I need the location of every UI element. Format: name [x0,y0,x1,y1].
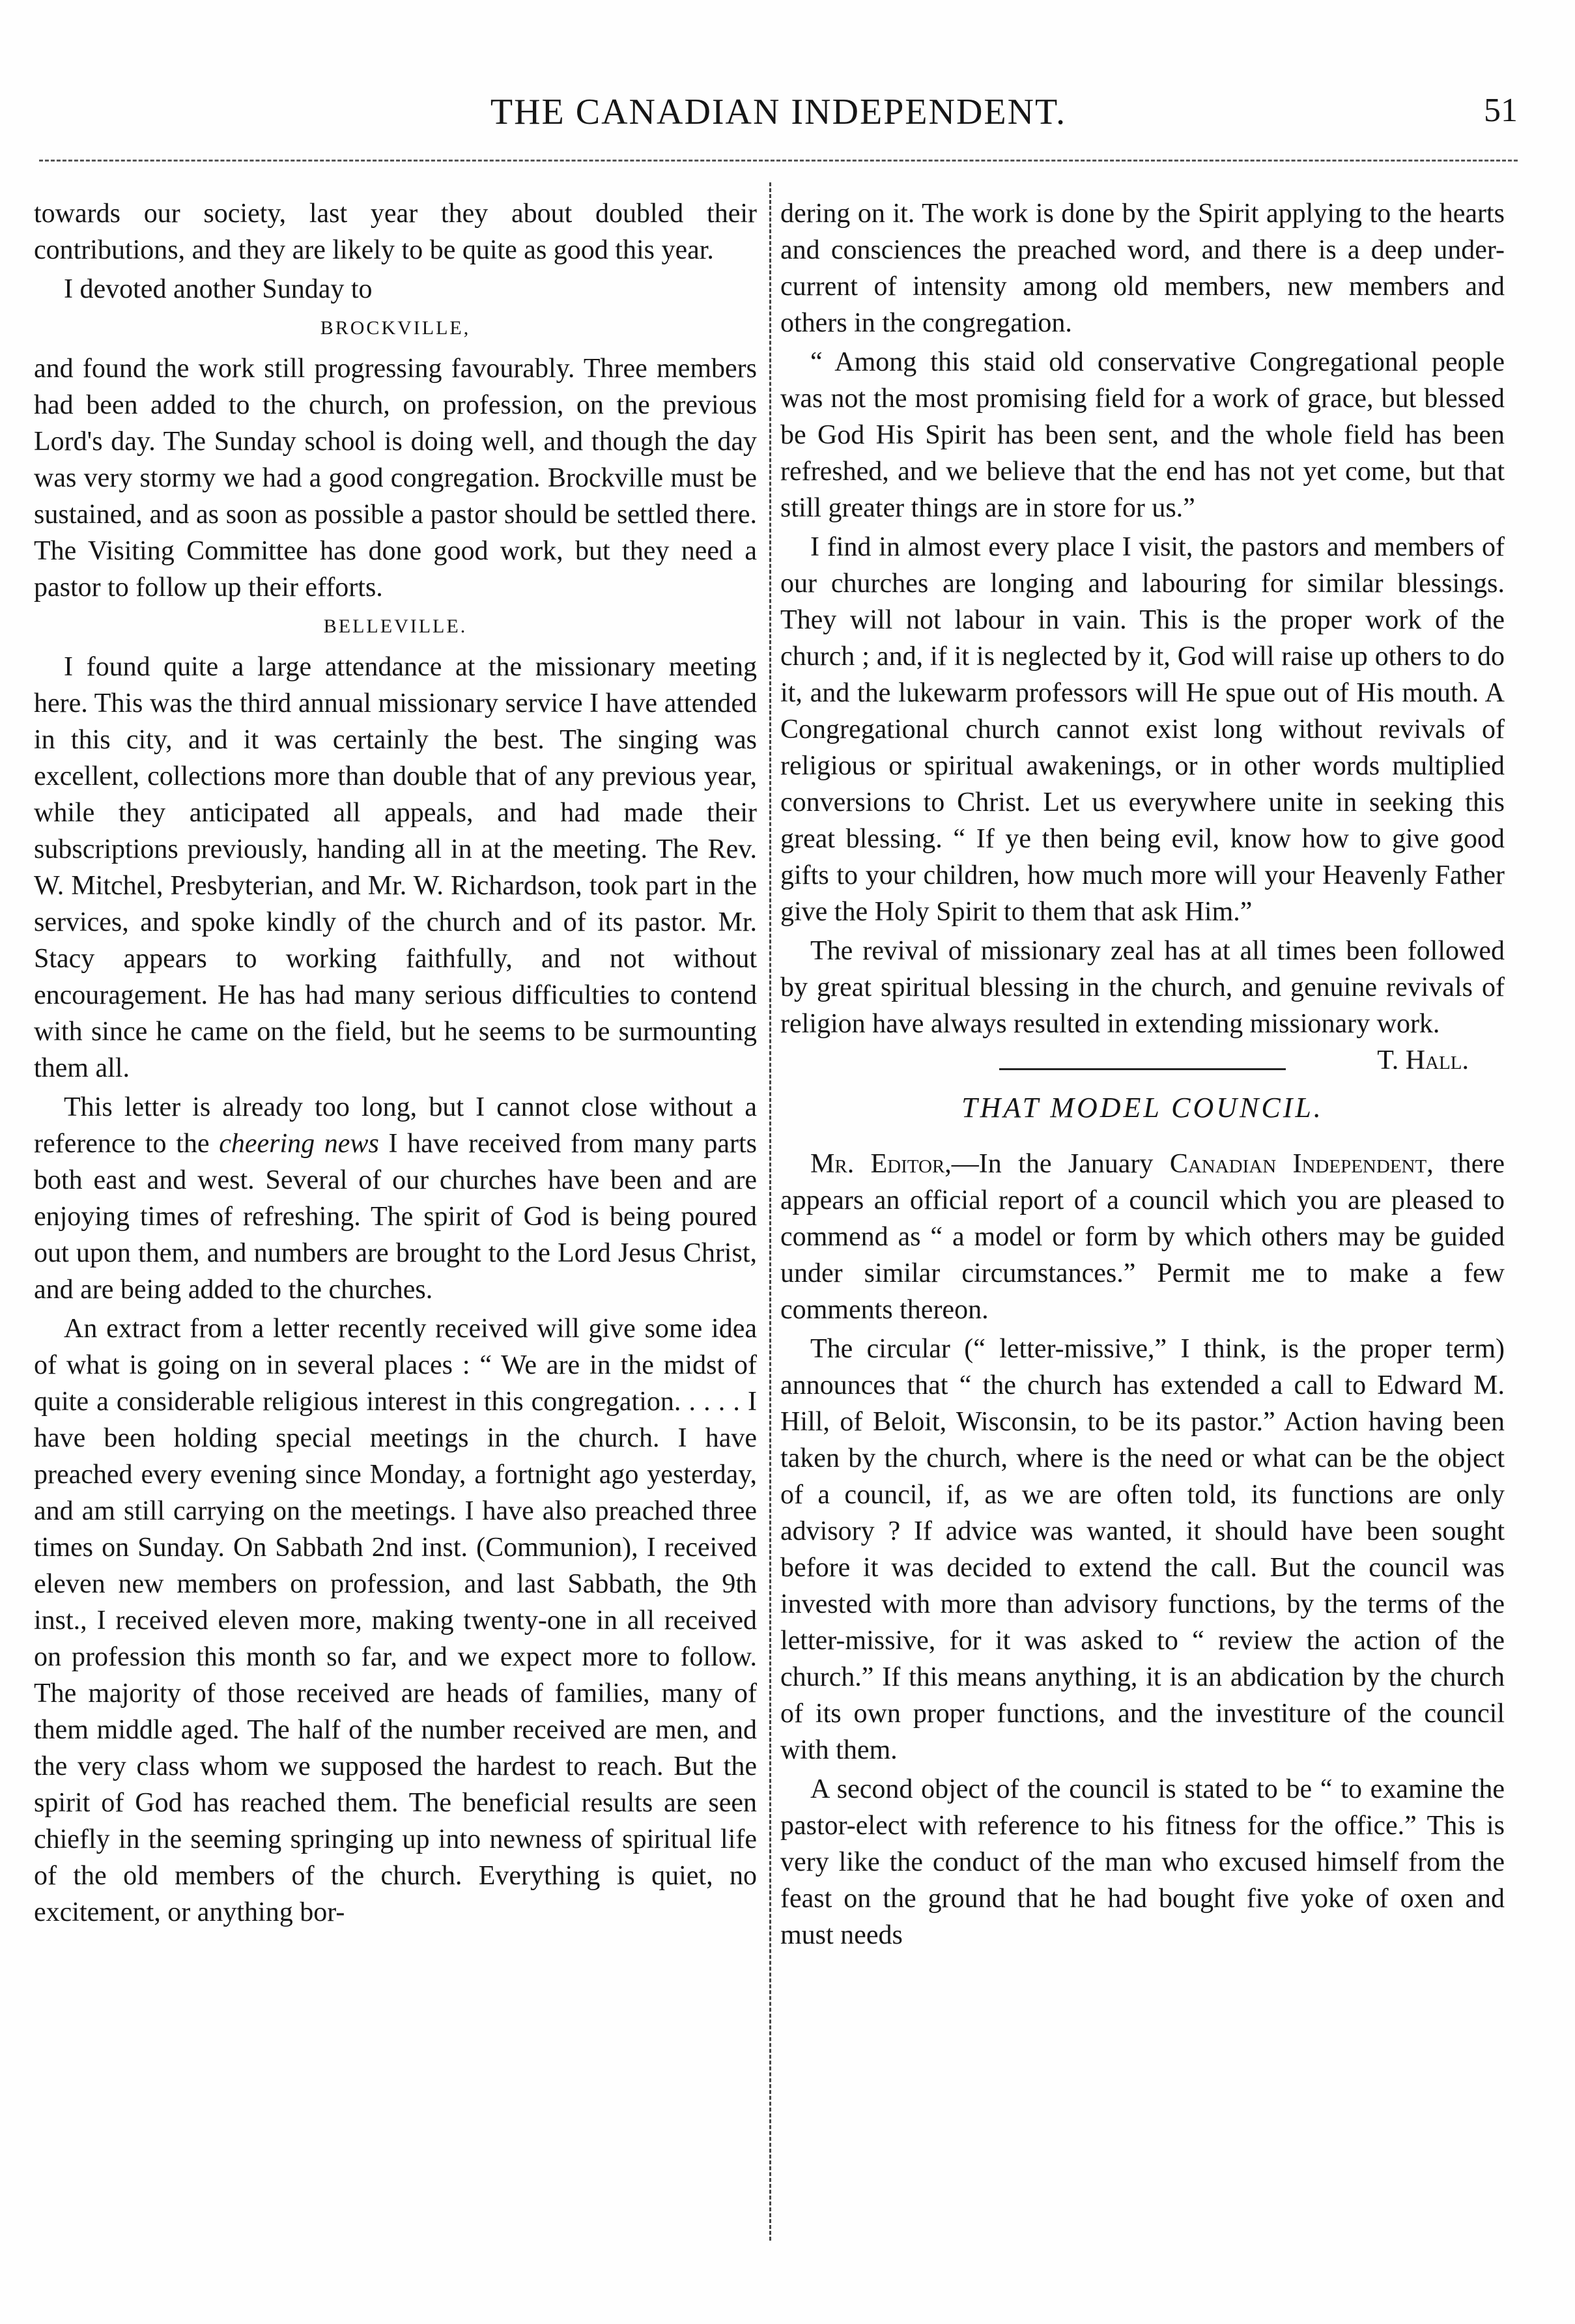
paragraph [780,933,1505,1075]
paragraph: An extract from a letter recently received will give some idea of what is going on in several places : “ We are in the midst of quite a considerable religious interest in this congregation. . . . . I have been holding special meetings in the church. I have preached every evening since Monday, a fortnight ago yesterday, and am still carrying on the meetings. I have also preached three times on Sunday. On Sabbath 2nd inst. (Communion), I received eleven new members on profession, and last Sabbath, the 9th inst., I received eleven more, making twenty-one in all received on profession this month so far, and we expect more to follow. The majority of those received are heads of families, many of them middle aged. The half of the number received are men, and the very class whom we supposed the hardest to reach. But the spirit of God has reached them. The beneficial results are seen chiefly in the seeming springing up into newness of spiritual life of the old members of the church. Everything is quiet, no excitement, or anything bor- [34,1314,757,1927]
paragraph: The circular (“ letter-missive,” I think, is the proper term) announces that “ the church has extended a call to Edward M. Hill, of Beloit, Wisconsin, to be its pastor.” Action having been taken by the church, where is the need or what can be the object of a council, if, as we are often told, its functions are only advisory ? If advice was wanted, it should have been sought before it was decided to extend the call. But the council was invested with more than advisory functions, by the terms of the letter-missive, for it was asked to “ review the action of the church.” If this means anything, it is an abdication by the church of its own proper functions, and the investiture of the council with them. [780,1334,1505,1765]
journal-title: THE CANADIAN INDEPENDENT. [490,92,1067,132]
text: , there appears an official report of a council which you are pleased to commend as “ a model or form by which others may be guided under similar circumstances.” Permit me to make a few comments thereon. [780,1149,1505,1325]
text: —In the January [951,1149,1170,1179]
article-title: THAT MODEL COUNCIL. [961,1092,1324,1124]
paragraph [780,1146,1505,1328]
publication-name: Canadian Independent [1169,1149,1427,1179]
right-column [780,195,1505,1956]
page-number: 51 [1484,92,1518,129]
salutation: Mr. Editor, [810,1149,952,1179]
text: I have received from many parts both east and west. Several of our churches have been and are enjoying times of refreshing. The spirit of God is being poured out upon them, and numbers are brought to the Lord Jesus Christ, and are being added to the churches. [34,1129,757,1305]
section-heading-brockville: BROCKVILLE, [320,317,471,339]
running-header [39,91,1518,137]
text: This letter is already too long, but I cannot close without a reference to the [34,1092,757,1159]
paragraph: towards our society, last year they about doubled their contributions, and they are likely to be quite as good this year. [34,199,757,265]
paragraph: A second object of the council is stated to be “ to examine the pastor-elect with reference to his fitness for the office.” This is very like the conduct of the man who excused himself from the feast on the ground that he had bought five yoke of oxen and must needs [780,1774,1505,1950]
paragraph: and found the work still progressing favourably. Three members had been added to the church, on profession, on the previous Lord's day. The Sunday school is doing well, and though the day was very stormy we had a good congregation. Brockville must be sustained, and as soon as possible a pastor should be settled there. The Visiting Committee has done good work, but they need a pastor to follow up their efforts. [34,354,757,602]
section-heading-belleville: BELLEVILLE. [323,616,468,637]
column-divider [769,182,771,2241]
paragraph: I find in almost every place I visit, the pastors and members of our churches are longing and labouring for similar blessings. They will not labour in vain. This is the proper work of the church ; and, if it is neglected by it, God will raise up others to do it, and the lukewarm professors will He spue out of His mouth. A Congregational church cannot exist long without revivals of religious or spiritual awakenings, or in other words multiplied conversions to Christ. Let us everywhere unite in seeking this great blessing. “ If ye then being evil, know how to give good gifts to your children, how much more will your Heavenly Father give the Holy Spirit to them that ask Him.” [780,532,1505,927]
header-rule [39,160,1518,162]
text: The revival of missionary zeal has at all times been followed by great spiritual blessing in the church, and genuine revivals of religion have always resulted in extending missionary work. [780,936,1505,1039]
paragraph [34,1089,757,1308]
section-rule [999,1068,1286,1070]
paragraph: I found quite a large attendance at the missionary meeting here. This was the third annual missionary service I have attended in this city, and it was certainly the best. The singing was excellent, collections more than double that of any previous year, while they anticipated all appeals, and had made their subscriptions previously, handing all in at the meeting. The Rev. W. Mitchel, Presbyterian, and Mr. W. Richardson, took part in the services, and spoke kindly of the church and of its pastor. Mr. Stacy appears to working faithfully, and not without encouragement. He has had many serious difficulties to contend with since he came on the field, but he seems to be surmounting them all. [34,652,757,1083]
emphasis: cheering news [219,1129,379,1159]
paragraph: dering on it. The work is done by the Spirit applying to the hearts and consciences the preached word, and there is a deep under-current of intensity among old members, new members and others in the congregation. [780,199,1505,338]
paragraph: “ Among this staid old conservative Congregational people was not the most promising field for a work of grace, but blessed be God His Spirit has been sent, and the whole field has been refreshed, and we believe that the end has not yet come, but that still greater things are in store for us.” [780,347,1505,523]
paragraph: I devoted another Sunday to [64,274,373,304]
left-column [34,195,757,1933]
signature: T. Hall. [1377,1045,1469,1075]
